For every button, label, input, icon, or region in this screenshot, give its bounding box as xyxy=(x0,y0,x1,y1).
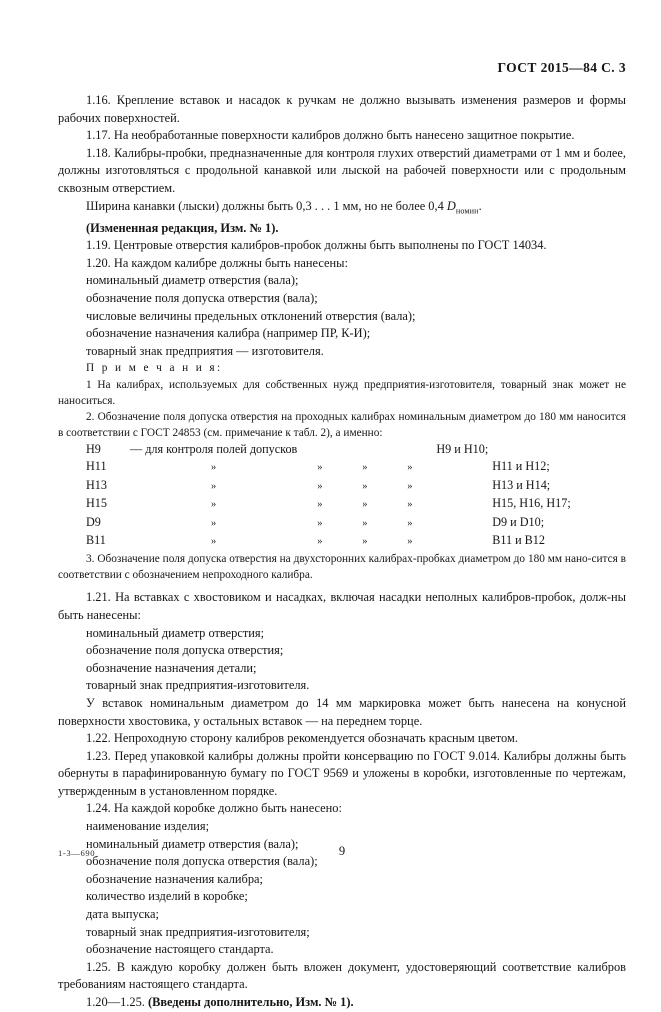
paragraph-1-23: 1.23. Перед упаковкой калибры должны пройти консервацию по ГОСТ 9.014. Калибры должны быть обернуты в парафинированную бумагу по ГОСТ 9569 и уложены в коробки, изготовленные по чертежам, утвержденным в установленном порядке. xyxy=(58,748,626,798)
ditto-cell xyxy=(342,532,387,551)
list-item: номинальный диаметр отверстия; xyxy=(86,625,265,640)
result-cell: H15, H16, H17; xyxy=(492,496,571,511)
list-item: товарный знак предприятия-изготовителя; xyxy=(86,924,310,939)
ditto-icon: » xyxy=(362,480,368,492)
groove-width-period: . xyxy=(478,198,482,213)
ditto-cell xyxy=(297,458,342,477)
list-item: обозначение назначения калибра (например ПР, К-И); xyxy=(86,326,371,341)
paragraph-1-22: 1.22. Непроходную сторону калибров рекомендуется обозначать красным цветом. xyxy=(86,731,518,746)
groove-width-text: Ширина канавки (лыски) должны быть 0,3 . . . 1 мм, но не более 0,4 xyxy=(86,198,447,213)
ditto-cell xyxy=(130,532,297,551)
ditto-icon: » xyxy=(211,499,217,511)
ditto-cell xyxy=(342,477,387,496)
ditto-cell xyxy=(297,441,342,458)
table-row xyxy=(86,441,571,458)
ditto-cell xyxy=(297,514,342,533)
list-item: обозначение поля допуска отверстия (вала); xyxy=(86,291,318,305)
ditto-cell xyxy=(387,441,432,458)
footer-signature-mark: 1-3—690 xyxy=(58,848,96,858)
ditto-cell xyxy=(342,514,387,533)
notes-title: П р и м е ч а н и я: xyxy=(86,362,223,375)
table-row xyxy=(86,458,571,477)
diameter-subscript: номин xyxy=(455,206,479,216)
amendment-note-range xyxy=(58,994,626,1012)
notes-section xyxy=(58,360,626,583)
list-item: дата выпуска; xyxy=(86,907,159,922)
ditto-cell xyxy=(342,495,387,514)
paragraph-1-18: 1.18. Калибры-пробки, предназначенные для контроля глухих отверстий диаметрами от 1 мм и более, должны изготовляться с продольной канавкой или лыской на рабочей поверхности или с продольным сквозным отверстием. xyxy=(58,145,626,195)
ditto-icon: » xyxy=(317,499,323,511)
amendment-range-label: 1.20—1.25. xyxy=(86,995,148,1010)
ditto-cell-empty xyxy=(432,514,488,533)
paragraph-1-21: 1.21. На вставках с хвостовиком и насадках, включая насадки неполных калибров-пробок, долж-ны быть нанесены: xyxy=(58,590,626,622)
ditto-cell xyxy=(297,477,342,496)
ditto-icon: » xyxy=(407,536,413,548)
ditto-cell xyxy=(342,441,387,458)
list-item: товарный знак предприятия — изготовителя. xyxy=(86,343,324,358)
amendment-note-1-18: (Измененная редакция, Изм. № 1). xyxy=(86,220,279,235)
ditto-icon: » xyxy=(407,480,413,492)
ditto-cell xyxy=(387,532,432,551)
paragraph-1-18-groove-width xyxy=(58,198,626,220)
ditto-icon: » xyxy=(211,517,217,529)
ditto-cell-empty xyxy=(432,458,488,477)
ditto-cell xyxy=(130,495,297,514)
diameter-symbol: D xyxy=(446,198,456,213)
ditto-icon: » xyxy=(211,461,217,473)
ditto-icon: » xyxy=(362,517,368,529)
field-cell: H11 xyxy=(86,458,107,473)
document-body xyxy=(58,92,626,1012)
ditto-cell xyxy=(387,514,432,533)
note-3: 3. Обозначение поля допуска отверстия на двухсторонних калибрах-пробках диаметром до 180 мм нано-сится в соответствии с обозначением непроходного калибра. xyxy=(58,552,626,582)
table-row xyxy=(86,477,571,496)
field-cell: H9 xyxy=(86,442,101,457)
ditto-icon: » xyxy=(407,461,413,473)
ditto-icon: » xyxy=(407,499,413,511)
ditto-icon: » xyxy=(317,536,323,548)
note-1: 1 На калибрах, используемых для собственных нужд предприятия-изготовителя, товарный знак может не наноситься. xyxy=(58,378,626,407)
list-item: обозначение назначения калибра; xyxy=(86,871,263,886)
ditto-icon: » xyxy=(407,517,413,529)
ditto-cell xyxy=(297,495,342,514)
ditto-cell xyxy=(297,532,342,551)
ditto-cell xyxy=(130,477,297,496)
ditto-icon: » xyxy=(211,480,217,492)
ditto-cell xyxy=(130,458,297,477)
result-cell: H13 и H14; xyxy=(492,477,551,492)
list-item: количество изделий в коробке; xyxy=(86,889,248,904)
table-row xyxy=(86,532,571,551)
page-footer xyxy=(58,844,626,868)
table-row xyxy=(86,514,571,533)
ditto-cell-empty xyxy=(432,477,488,496)
result-cell: D9 и D10; xyxy=(492,514,545,529)
page-header: ГОСТ 2015—84 С. 3 xyxy=(497,60,626,75)
list-item: числовые величины предельных отклонений отверстия (вала); xyxy=(86,308,416,323)
paragraph-1-19: 1.19. Центровые отверстия калибров-пробок должны быть выполнены по ГОСТ 14034. xyxy=(86,238,547,253)
paragraph-1-21-insert-marking: У вставок номинальным диаметром до 14 мм маркировка может быть нанесена на конусной поверхности хвостовика, у остальных вставок — на переднем торце. xyxy=(58,695,626,728)
field-cell: H15 xyxy=(86,496,107,511)
result-cell: H9 и H10; xyxy=(436,442,489,457)
paragraph-1-24: 1.24. На каждой коробке должно быть нанесено: xyxy=(86,801,342,816)
ditto-icon: » xyxy=(317,480,323,492)
ditto-cell xyxy=(387,477,432,496)
ditto-icon: » xyxy=(317,517,323,529)
list-item: обозначение поля допуска отверстия; xyxy=(86,643,284,658)
paragraph-1-20: 1.20. На каждом калибре должны быть нанесены: xyxy=(86,255,348,270)
result-cell: H11 и H12; xyxy=(492,458,550,473)
paragraph-1-16: 1.16. Крепление вставок и насадок к ручкам не должно вызывать изменения размеров и формы рабочих поверхностей. xyxy=(58,93,626,125)
field-cell: D9 xyxy=(86,514,101,529)
amendment-range-bold: (Введены дополнительно, Изм. № 1). xyxy=(147,995,354,1010)
ditto-cell-empty xyxy=(432,495,488,514)
note-2: 2. Обозначение поля допуска отверстия на проходных калибрах номинальным диаметром до 180 мм наносится в соответствии с ГОСТ 24853 (см. примечание к табл. 2), а именно: xyxy=(58,410,626,440)
field-cell: H13 xyxy=(86,477,107,492)
ditto-icon: » xyxy=(317,461,323,473)
ditto-cell xyxy=(342,458,387,477)
ditto-icon: » xyxy=(211,536,217,548)
ditto-icon: » xyxy=(362,461,368,473)
ditto-cell xyxy=(130,514,297,533)
ditto-icon: » xyxy=(362,499,368,511)
ditto-cell-empty xyxy=(432,532,488,551)
ditto-icon: » xyxy=(362,536,368,548)
list-item: обозначение настоящего стандарта. xyxy=(86,942,274,957)
list-item: номинальный диаметр отверстия (вала); xyxy=(86,273,299,288)
paragraph-1-25: 1.25. В каждую коробку должен быть вложен документ, удостоверяющий соответствие калибров требованиям настоящего стандарта. xyxy=(58,959,626,992)
list-item: обозначение поля допуска отверстия (вала); xyxy=(86,854,318,869)
dash-label-cell: — для контроля полей допусков xyxy=(130,442,298,457)
list-item: номинальный диаметр отверстия (вала); xyxy=(86,836,299,851)
page-number: 9 xyxy=(338,844,346,858)
ditto-cell xyxy=(387,458,432,477)
list-item: обозначение назначения детали; xyxy=(86,660,257,675)
list-item: наименование изделия; xyxy=(86,819,210,834)
result-cell: B11 и B12 xyxy=(492,533,545,548)
paragraph-1-17: 1.17. На необработанные поверхности калибров должно быть нанесено защитное покрытие. xyxy=(86,128,575,143)
table-row xyxy=(86,495,571,514)
field-cell: B11 xyxy=(86,533,106,548)
ditto-cell xyxy=(387,495,432,514)
tolerance-field-table xyxy=(86,441,571,551)
list-item: товарный знак предприятия-изготовителя. xyxy=(86,678,310,693)
